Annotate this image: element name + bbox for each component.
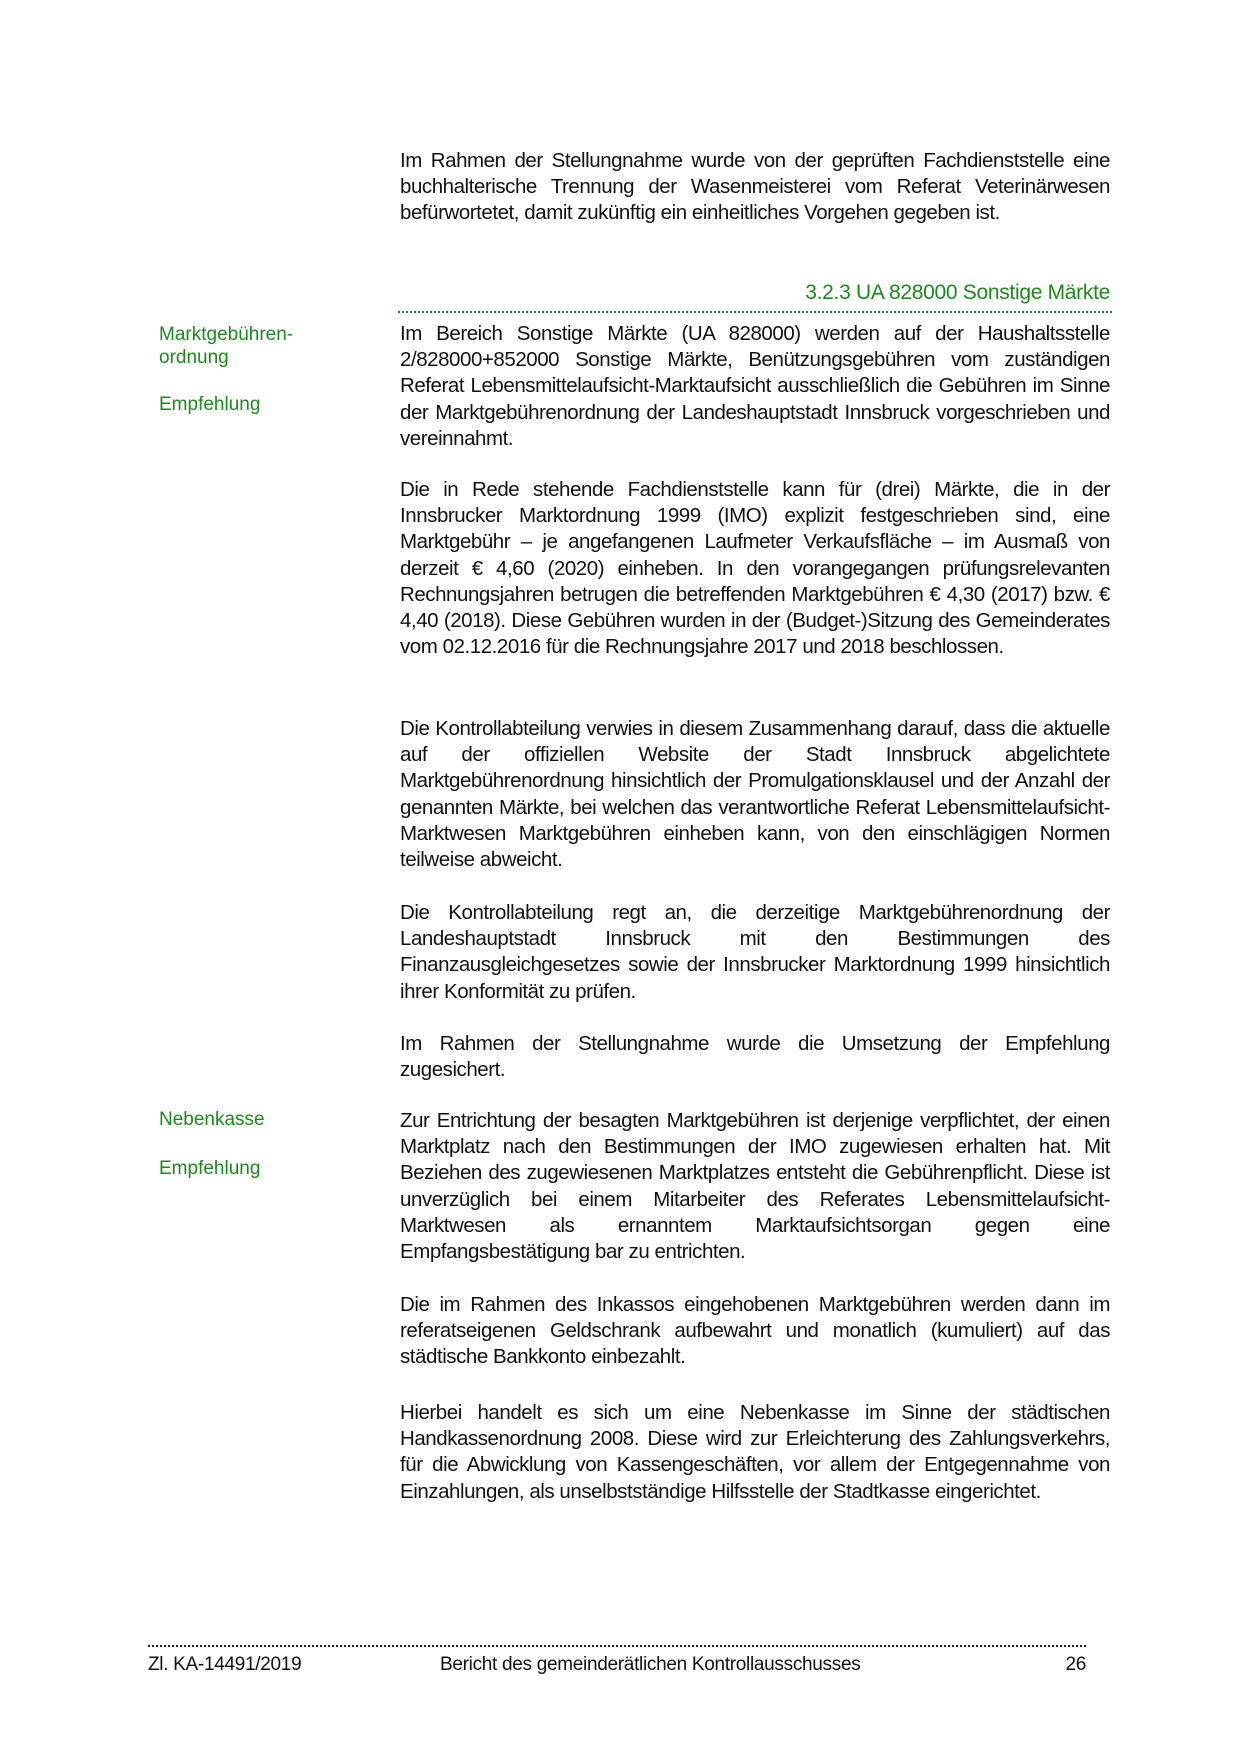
paragraph: Die in Rede stehende Fachdienststelle kann für (drei) Märkte, die in der Innsbrucker Marktordnung 1999 (IMO) explizit festgeschrieben sind, eine Marktgebühr – je angefangenen Laufmeter Verkaufsfläche – im Ausmaß von derzeit € 4,60 (2020) einheben. In den vorangegangen prüfungsrelevanten Rechnungsjahren betrugen die betreffenden Marktgebühren € 4,30 (2017) bzw. € 4,40 (2018). Diese Gebühren wurden in der (Budget-)Sitzung des Gemeinderates vom 02.12.2016 für die Rechnungsjahre 2017 und 2018 beschlossen. bbox=[400, 478, 1110, 659]
section-heading-divider bbox=[398, 311, 1112, 313]
footer-reference: Zl. KA-14491/2019 bbox=[148, 1654, 302, 1675]
paragraph: Im Rahmen der Stellungnahme wurde die Umsetzung der Empfehlung zugesichert. bbox=[400, 1032, 1110, 1082]
intro-paragraph: Im Rahmen der Stellungnahme wurde von der geprüften Fachdienststelle eine buchhalterische Trennung der Wasenmeisterei vom Referat Veterinärwesen befürwortetet, damit zukünftig ein einheitliches Vorgehen gegeben ist. bbox=[400, 149, 1110, 225]
paragraph: Die Kontrollabteilung regt an, die derzeitige Marktgebührenordnung der Landeshauptstadt Innsbruck mit den Bestimmungen des Finanzausgleichgesetzes sowie der Innsbrucker Marktordnung 1999 hinsichtlich ihrer Konformität zu prüfen. bbox=[400, 901, 1110, 1003]
paragraph: Hierbei handelt es sich um eine Nebenkasse im Sinne der städtischen Handkassenordnung 2008. Diese wird zur Erleichterung des Zahlungsverkehrs, für die Abwicklung von Kassengeschäften, vor allem der Entgegennahme von Einzahlungen, als unselbstständige Hilfsstelle der Stadtkasse eingerichtet. bbox=[400, 1401, 1110, 1503]
margin-note-nebenkasse: Nebenkasse bbox=[159, 1109, 265, 1130]
section-heading: 3.2.3 UA 828000 Sonstige Märkte bbox=[805, 281, 1110, 304]
paragraph: Die im Rahmen des Inkassos eingehobenen Marktgebühren werden dann im referatseigenen Geldschrank aufbewahrt und monatlich (kumuliert) auf das städtische Bankkonto einbezahlt. bbox=[400, 1293, 1110, 1369]
margin-note-empfehlung: Empfehlung bbox=[159, 1158, 261, 1179]
margin-note-marktgebuehrenordnung: Marktgebühren-ordnung bbox=[159, 324, 294, 368]
paragraph: Zur Entrichtung der besagten Marktgebühren ist derjenige verpflichtet, der einen Marktplatz nach den Bestimmungen der IMO zugewiesen erhalten hat. Mit Beziehen des zugewiesenen Marktplatzes entsteht die Gebührenpflicht. Diese ist unverzüglich bei einem Mitarbeiter des Referates Lebensmittelaufsicht-Marktwesen als ernanntem Marktaufsichtsorgan gegen eine Empfangsbestätigung bar zu entrichten. bbox=[400, 1109, 1110, 1264]
page-number: 26 bbox=[1065, 1654, 1086, 1675]
margin-note-empfehlung: Empfehlung bbox=[159, 394, 261, 415]
paragraph: Im Bereich Sonstige Märkte (UA 828000) werden auf der Haushaltsstelle 2/828000+852000 Sonstige Märkte, Benützungsgebühren vom zuständigen Referat Lebensmittelaufsicht-Marktaufsicht ausschließlich die Gebühren im Sinne der Marktgebührenordnung der Landeshauptstadt Innsbruck vorgeschrieben und vereinnahmt. bbox=[400, 322, 1110, 450]
footer-divider bbox=[148, 1645, 1086, 1647]
footer-title: Bericht des gemeinderätlichen Kontrollausschusses bbox=[440, 1654, 861, 1675]
paragraph: Die Kontrollabteilung verwies in diesem Zusammenhang darauf, dass die aktuelle auf der offiziellen Website der Stadt Innsbruck abgelichtete Marktgebührenordnung hinsichtlich der Promulgationsklausel und der Anzahl der genannten Märkte, bei welchen das verantwortliche Referat Lebensmittelaufsicht-Marktwesen Marktgebühren einheben kann, von den einschlägigen Normen teilweise abweicht. bbox=[400, 717, 1110, 872]
